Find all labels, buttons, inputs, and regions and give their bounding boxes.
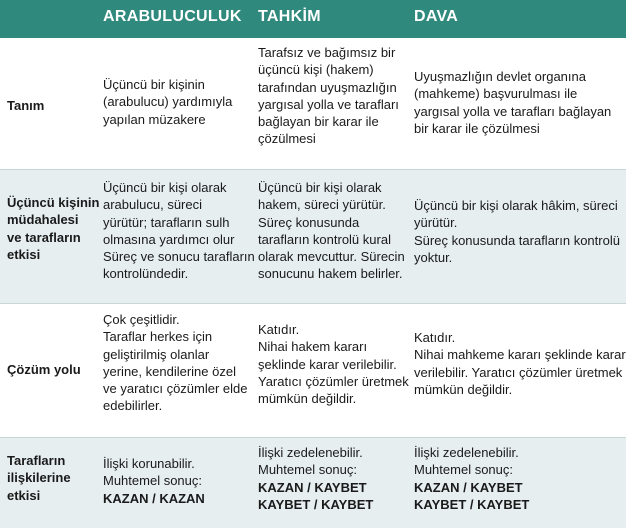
cell-arabuluculuk (103, 455, 205, 507)
table-header (0, 0, 626, 38)
cell-text: İlişki korunabilir. Muhtemel sonuç: (103, 456, 202, 489)
result-text: KAZAN / KAZAN (103, 490, 205, 506)
cell-arabuluculuk: Üçüncü bir kişi olarak arabulucu, süreci yürütür; tarafların sulh olmasına yardımcı olur Süreç ve sonucu tarafların kontrolündedir. (103, 180, 255, 282)
cell-tahkim: Tarafsız ve bağımsız bir üçüncü kişi (hakem) tarafından uyuşmazlığın yargısal yolla ve tarafları bağlayan bir karar ile çözülmesi (258, 45, 399, 147)
table-row-cozum (0, 304, 626, 437)
row-label: Çözüm yolu (7, 362, 81, 377)
header-arabuluculuk: ARABULUCULUK (103, 8, 242, 25)
header-dava: DAVA (414, 8, 459, 25)
cell-text: İlişki zedelenebilir. Muhtemel sonuç: (414, 445, 519, 478)
row-label: Üçüncü kişinin müdahalesi ve tarafların etkisi (7, 195, 100, 262)
cell-tahkim: Üçüncü bir kişi olarak hakem, süreci yürütür. Süreç konusunda tarafların kontrolü kural olarak mevcuttur. Sürecin sonucunu hakem belirler. (258, 180, 405, 282)
table-row-mudahale (0, 170, 626, 303)
cell-dava: Uyuşmazlığın devlet organına (mahkeme) başvurulması ile yargısal yolla ve tarafları bağlayan bir karar ile çözülmesi (414, 69, 612, 136)
table-row-iliski (0, 438, 626, 528)
cell-tahkim: Katıdır. Nihai hakem kararı şeklinde karar verilebilir. Yaratıcı çözümler üretmek mümkün değildir. (258, 322, 409, 407)
result-text: KAZAN / KAYBET KAYBET / KAYBET (258, 479, 374, 512)
cell-dava (414, 444, 529, 513)
result-text: KAZAN / KAYBET KAYBET / KAYBET (414, 479, 530, 512)
row-label: Tanım (7, 98, 45, 113)
cell-tahkim (258, 444, 373, 513)
cell-arabuluculuk: Çok çeşitlidir. Taraflar herkes için geliştirilmiş olanlar yerine, kendilerine özel ve yaratıcı çözümler elde edebilirler. (103, 312, 248, 414)
header-tahkim: TAHKİM (258, 8, 321, 25)
row-label: Tarafların ilişkilerine etkisi (7, 453, 71, 503)
cell-dava: Üçüncü bir kişi olarak hâkim, süreci yürütür. Süreç konusunda tarafların kontrolü yoktur. (414, 198, 620, 265)
cell-dava: Katıdır. Nihai mahkeme kararı şeklinde karar verilebilir. Yaratıcı çözümler üretmek mümkün değildir. (414, 330, 626, 397)
table-row-tanim (0, 38, 626, 169)
cell-arabuluculuk: Üçüncü bir kişinin (arabulucu) yardımıyla yapılan müzakere (103, 77, 233, 127)
cell-text: İlişki zedelenebilir. Muhtemel sonuç: (258, 445, 363, 478)
